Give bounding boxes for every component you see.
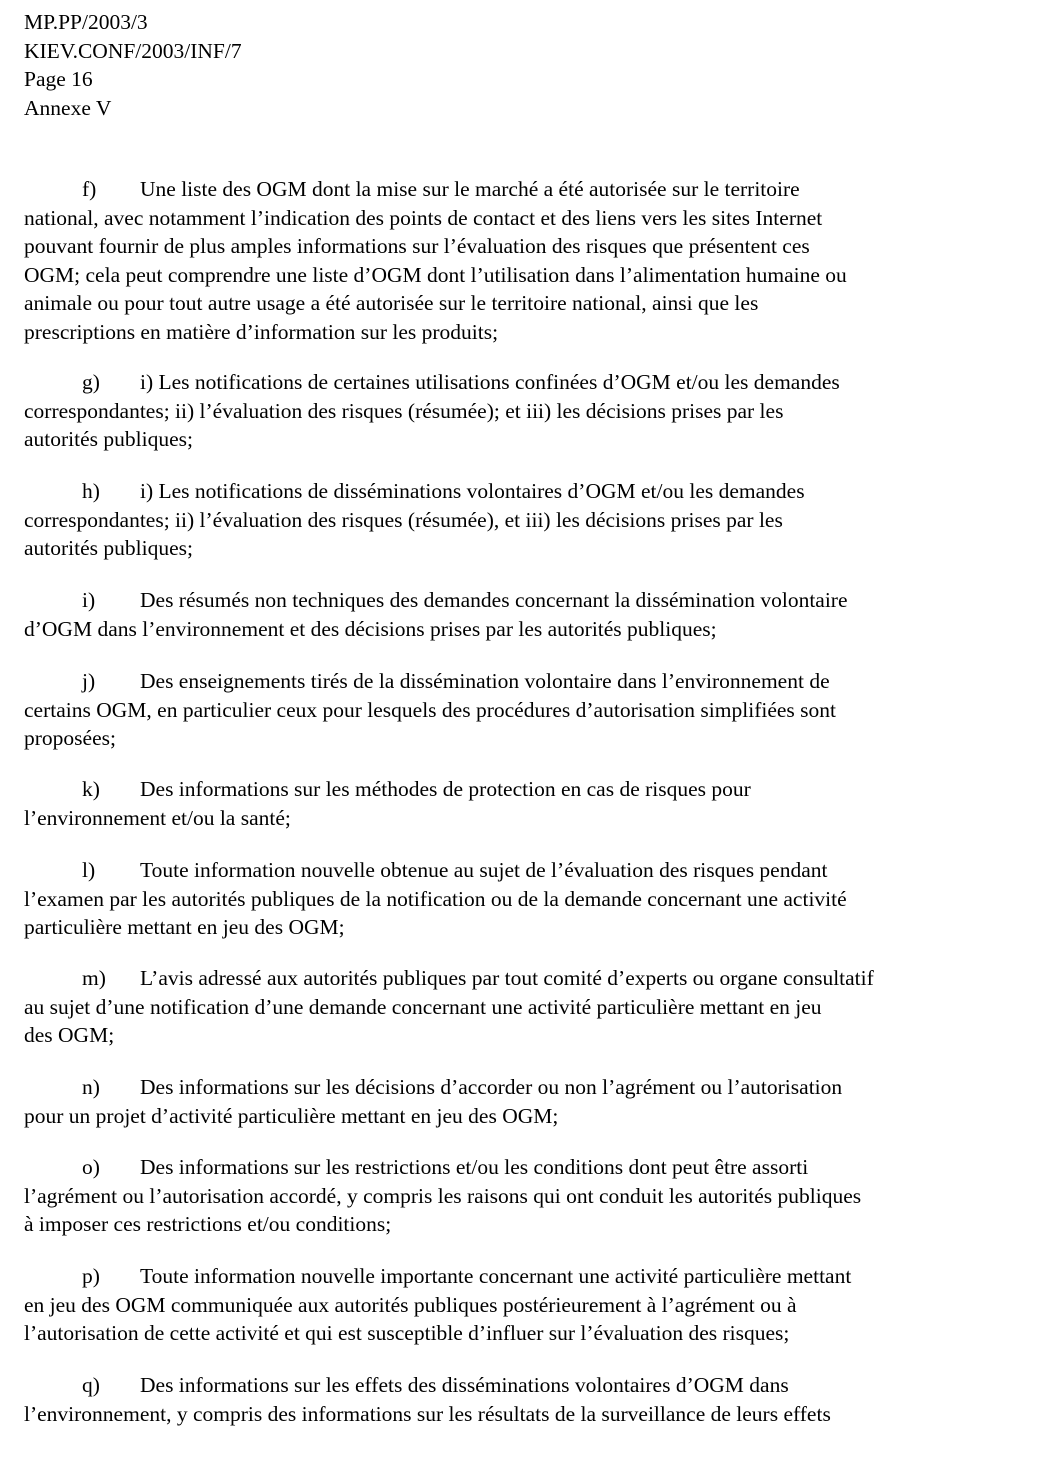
paragraph-label: h)	[82, 479, 100, 503]
paragraph-line: pour un projet d’activité particulière mettant en jeu des OGM;	[24, 1103, 559, 1128]
paragraph-line: l’environnement, y compris des informations sur les résultats de la surveillance de leurs effets	[24, 1401, 831, 1426]
document-header	[24, 8, 242, 122]
paragraph-line: autorités publiques;	[24, 427, 193, 451]
paragraph-line	[24, 1153, 861, 1182]
paragraph-text: Des enseignements tirés de la dissémination volontaire dans l’environnement de	[140, 669, 830, 693]
paragraph	[24, 775, 751, 832]
paragraph-line	[24, 1371, 831, 1400]
paragraph-label: k)	[82, 777, 100, 801]
paragraph-text: Toute information nouvelle obtenue au sujet de l’évaluation des risques pendant	[140, 858, 828, 882]
paragraph	[24, 368, 840, 454]
paragraph-line: national, avec notamment l’indication des points de contact et des liens vers les sites Internet	[24, 205, 823, 230]
paragraph-line: correspondantes; ii) l’évaluation des risques (résumée), et iii) les décisions prises par les	[24, 507, 783, 532]
header-line: KIEV.CONF/2003/INF/7	[24, 38, 242, 63]
paragraph	[24, 1073, 843, 1130]
paragraph-label: f)	[82, 177, 97, 201]
paragraph	[24, 1262, 852, 1348]
paragraph-line: en jeu des OGM communiquée aux autorités publiques postérieurement à l’agrément ou à	[24, 1292, 797, 1317]
paragraph-label: q)	[82, 1373, 100, 1397]
paragraph-line: certains OGM, en particulier ceux pour lesquels des procédures d’autorisation simplifiées sont	[24, 697, 836, 722]
paragraph-line	[24, 175, 847, 204]
paragraph	[24, 1371, 831, 1428]
paragraph-label: n)	[82, 1075, 100, 1099]
paragraph-line: au sujet d’une notification d’une demande concernant une activité particulière mettant en jeu	[24, 994, 822, 1019]
paragraph-line: pouvant fournir de plus amples informations sur l’évaluation des risques que présentent ces	[24, 234, 810, 258]
paragraph-line: proposées;	[24, 726, 116, 750]
paragraph-line	[24, 775, 751, 804]
paragraph	[24, 586, 848, 643]
paragraph-line	[24, 1262, 852, 1291]
paragraph-text: Des informations sur les restrictions et/ou les conditions dont peut être assorti	[140, 1155, 809, 1179]
header-line: Annexe V	[24, 95, 112, 120]
paragraph-line: l’examen par les autorités publiques de la notification ou de la demande concernant une activité	[24, 886, 847, 911]
paragraph-line: prescriptions en matière d’information sur les produits;	[24, 319, 499, 344]
paragraph-label: m)	[82, 966, 106, 990]
paragraph-line	[24, 856, 847, 885]
paragraph-text: Toute information nouvelle importante concernant une activité particulière mettant	[140, 1264, 852, 1288]
paragraph-text: Des informations sur les effets des disséminations volontaires d’OGM dans	[140, 1373, 789, 1397]
paragraph-line	[24, 1073, 843, 1102]
paragraph-text: i) Les notifications de certaines utilisations confinées d’OGM et/ou les demandes	[140, 370, 840, 394]
paragraph	[24, 856, 847, 942]
paragraph-text: Des informations sur les décisions d’accorder ou non l’agrément ou l’autorisation	[140, 1075, 843, 1099]
paragraph-text: Des résumés non techniques des demandes concernant la dissémination volontaire	[140, 588, 848, 612]
paragraph-label: j)	[82, 669, 96, 693]
paragraph-label: g)	[82, 370, 100, 394]
paragraph-label: o)	[82, 1155, 100, 1179]
paragraph-text: Des informations sur les méthodes de protection en cas de risques pour	[140, 777, 751, 801]
header-line: Page 16	[24, 67, 93, 91]
paragraph-text: Une liste des OGM dont la mise sur le marché a été autorisée sur le territoire	[140, 177, 800, 201]
paragraph-text: L’avis adressé aux autorités publiques par tout comité d’experts ou organe consultatif	[140, 966, 874, 990]
paragraph-line: OGM; cela peut comprendre une liste d’OGM dont l’utilisation dans l’alimentation humaine ou	[24, 262, 847, 287]
paragraph-label: l)	[82, 858, 96, 882]
paragraph-line	[24, 667, 836, 696]
paragraph	[24, 667, 836, 753]
paragraph-line: correspondantes; ii) l’évaluation des risques (résumée); et iii) les décisions prises par les	[24, 398, 784, 423]
paragraph-line: l’autorisation de cette activité et qui est susceptible d’influer sur l’évaluation des risques;	[24, 1321, 790, 1345]
paragraph	[24, 1153, 861, 1239]
header-line: MP.PP/2003/3	[24, 10, 148, 34]
paragraph-line: autorités publiques;	[24, 536, 193, 560]
paragraph-line: l’environnement et/ou la santé;	[24, 805, 291, 830]
paragraph-line: particulière mettant en jeu des OGM;	[24, 915, 345, 939]
paragraph-line: à imposer ces restrictions et/ou conditions;	[24, 1212, 392, 1236]
paragraph-line	[24, 477, 805, 506]
paragraph	[24, 964, 874, 1050]
paragraph-line: animale ou pour tout autre usage a été autorisée sur le territoire national, ainsi que les	[24, 291, 759, 315]
paragraph-line	[24, 964, 874, 993]
paragraph-label: i)	[82, 588, 96, 612]
paragraph-line: des OGM;	[24, 1023, 115, 1047]
paragraph-label: p)	[82, 1264, 100, 1288]
paragraph	[24, 175, 847, 346]
paragraph	[24, 477, 805, 563]
paragraph-line	[24, 368, 840, 397]
paragraph-text: i) Les notifications de disséminations volontaires d’OGM et/ou les demandes	[140, 479, 805, 503]
paragraph-line: l’agrément ou l’autorisation accordé, y compris les raisons qui ont conduit les autorités publiques	[24, 1183, 862, 1208]
paragraph-line	[24, 586, 848, 615]
paragraph-line: d’OGM dans l’environnement et des décisions prises par les autorités publiques;	[24, 616, 717, 641]
